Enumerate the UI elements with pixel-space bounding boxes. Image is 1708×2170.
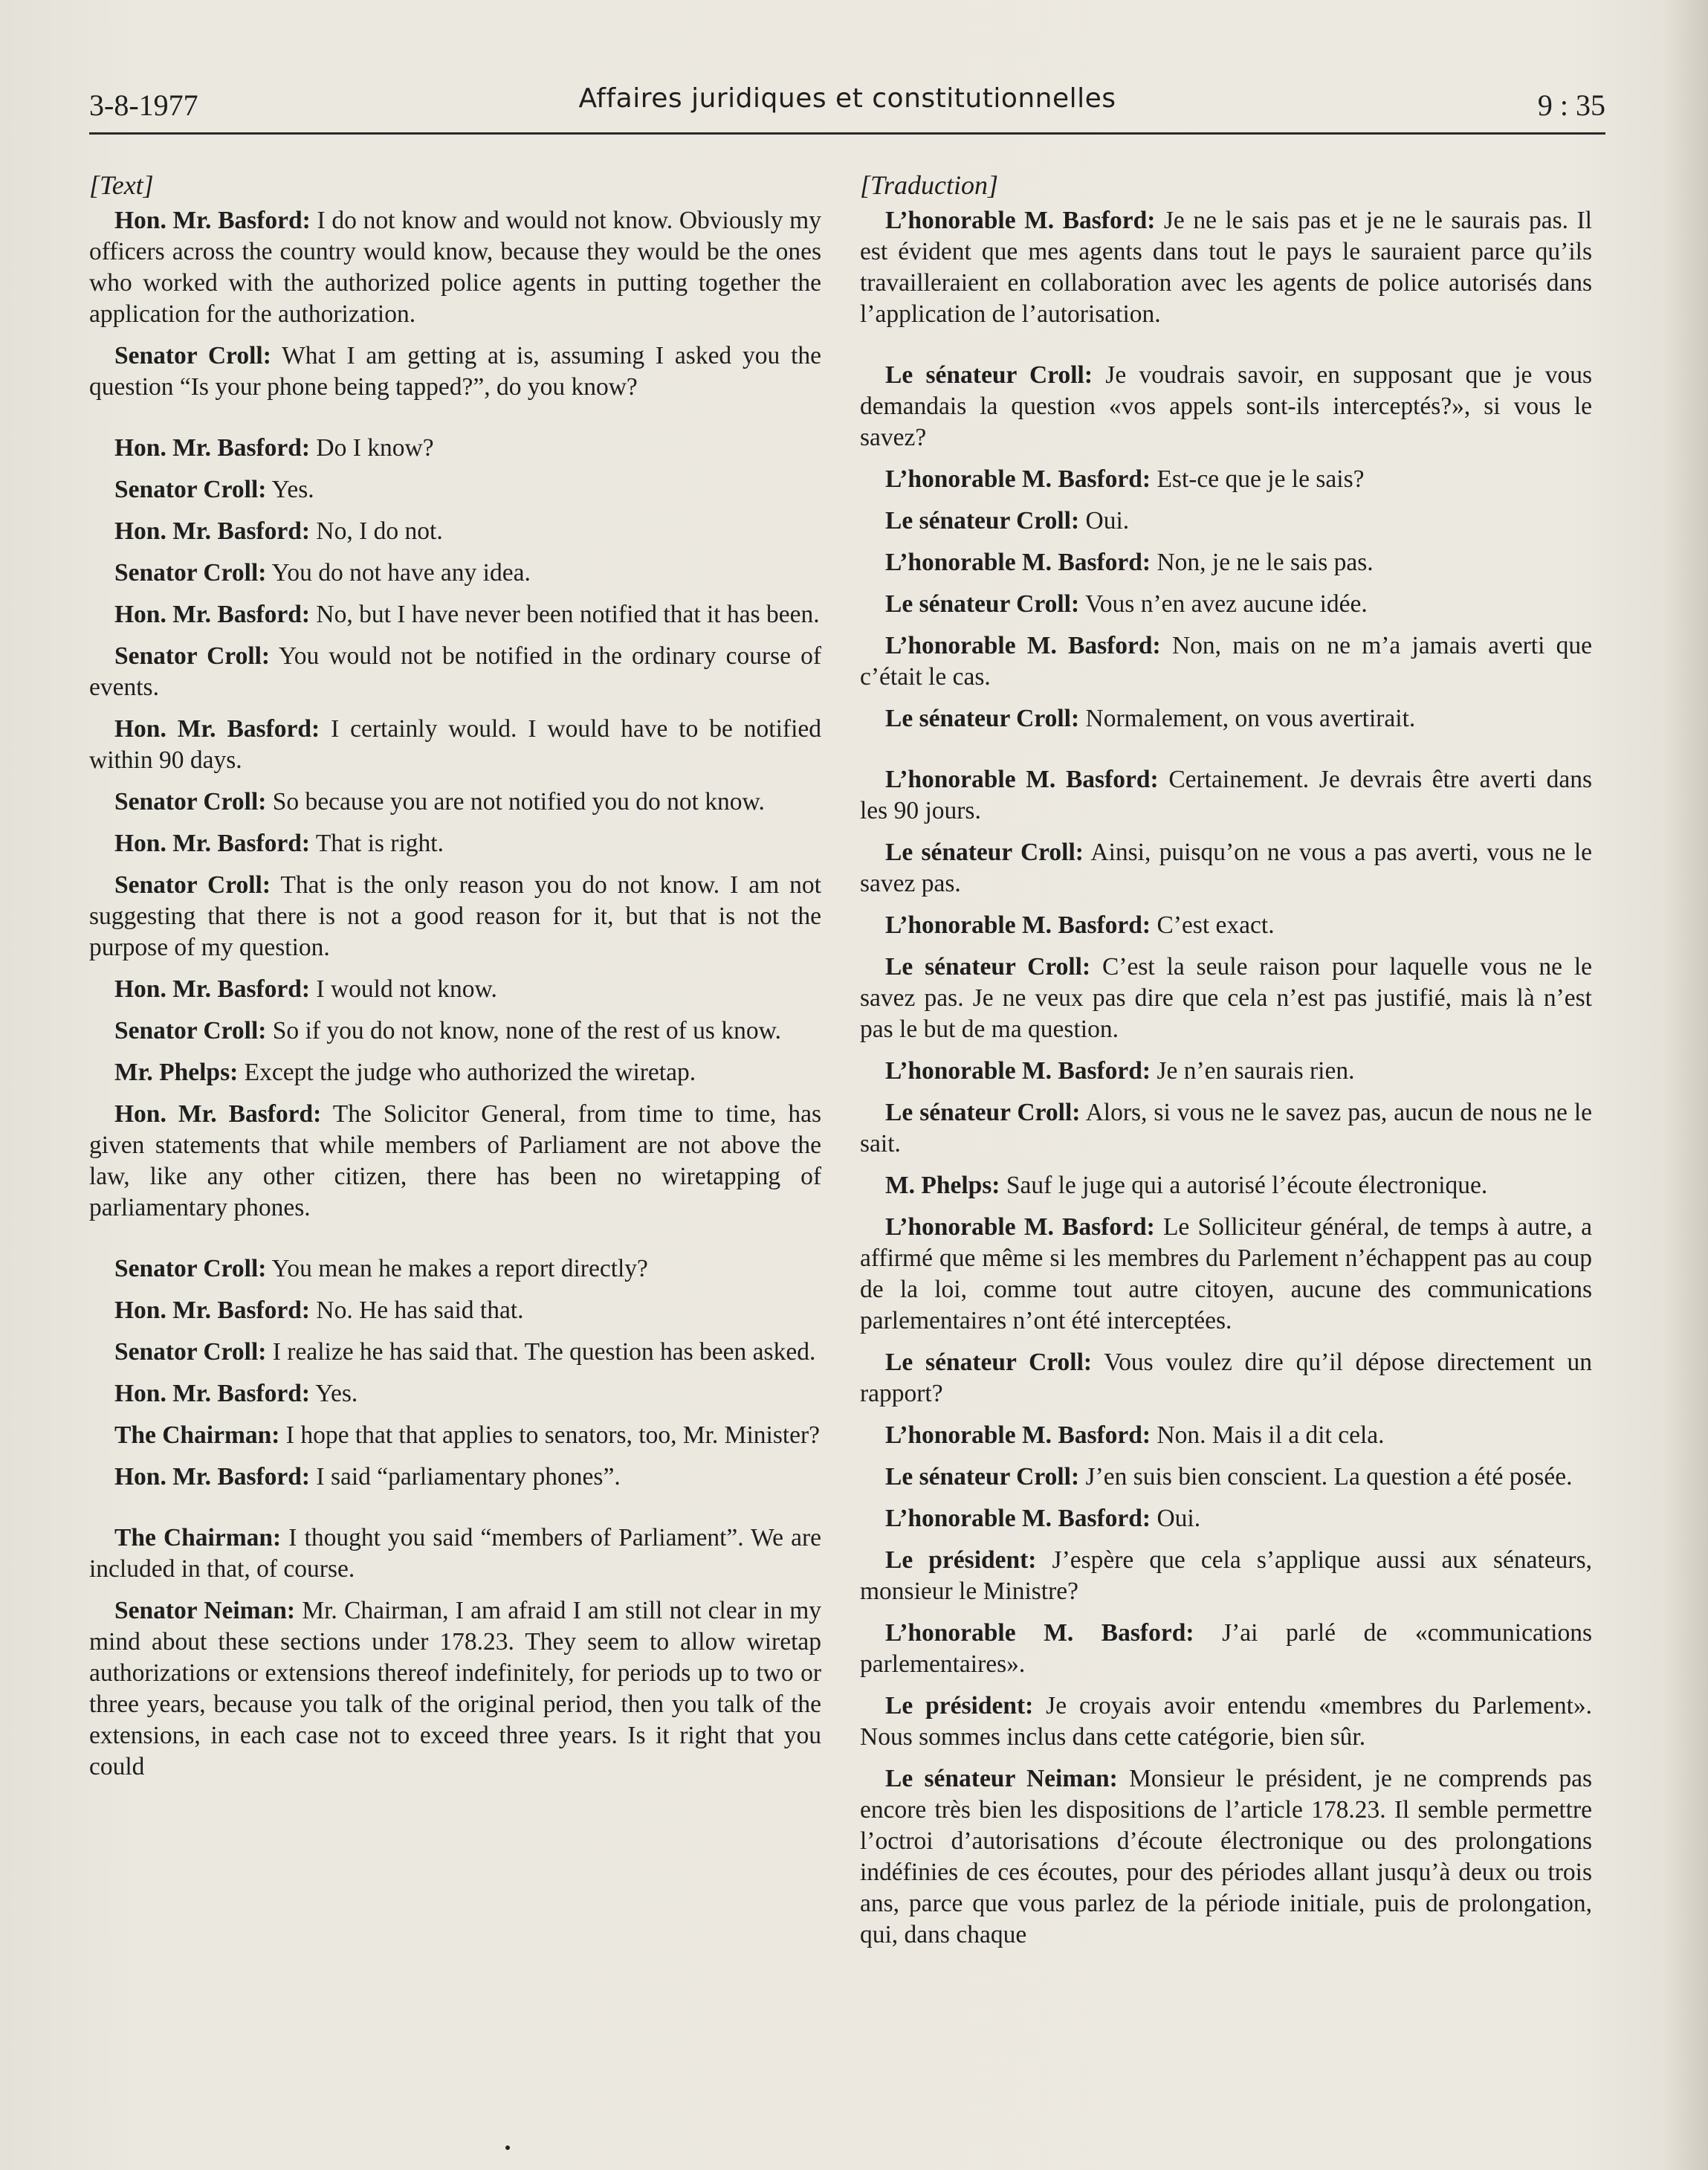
speech-paragraph — [860, 910, 1592, 941]
speaker-name: Le sénateur Croll: — [885, 1099, 1081, 1126]
speaker-name: L’honorable M. Basford: — [885, 1505, 1151, 1532]
header-page-number: 9 : 35 — [1537, 88, 1605, 122]
speech-text: C’est exact. — [1157, 911, 1275, 939]
speech-paragraph — [860, 1462, 1592, 1493]
speech-paragraph — [89, 205, 821, 330]
speaker-name: L’honorable M. Basford: — [885, 465, 1151, 493]
speech-paragraph — [860, 360, 1592, 453]
speech-paragraph — [89, 1015, 821, 1047]
speech-text: Monsieur le président, je ne comprends pas encore très bien les dispositions de l’article 178.23. Il semble permettre l’octroi d’autorisations d’écoute électronique ou des prolongations indéfinies de ces écoutes, pour des périodes allant jusqu’à deux ou trois ans, parce que vous parlez de la période initiale, puis de prolongation, qui, dans chaque — [860, 1765, 1593, 1948]
speaker-name: Hon. Mr. Basford: — [114, 207, 311, 234]
speech-paragraph — [860, 1097, 1592, 1160]
speech-paragraph — [89, 340, 821, 403]
speaker-name: Senator Croll: — [114, 788, 267, 816]
speaker-name: Le sénateur Croll: — [885, 507, 1080, 535]
speech-text: Je voudrais savoir, en supposant que je vous demandais la question «vos appels sont-ils interceptés?», si vous le savez? — [860, 361, 1592, 451]
french-column — [860, 169, 1592, 1961]
speech-paragraph — [860, 1618, 1592, 1680]
speech-text: Normalement, on vous avertirait. — [1085, 705, 1416, 732]
speech-text: Yes. — [271, 476, 314, 503]
speaker-name: Senator Croll: — [114, 1255, 267, 1282]
speech-paragraph — [860, 1545, 1592, 1607]
speaker-name: Le sénateur Croll: — [885, 705, 1080, 732]
speech-text: Do I know? — [316, 434, 434, 462]
speech-paragraph — [860, 1212, 1592, 1337]
speaker-name: Senator Croll: — [114, 559, 267, 587]
speech-paragraph — [860, 764, 1592, 827]
speaker-name: L’honorable M. Basford: — [885, 632, 1161, 659]
speaker-name: Le sénateur Neiman: — [885, 1765, 1118, 1792]
speaker-name: L’honorable M. Basford: — [885, 766, 1159, 793]
speech-paragraph — [89, 787, 821, 818]
speaker-name: Senator Neiman: — [114, 1597, 296, 1624]
speaker-name: L’honorable M. Basford: — [885, 1213, 1155, 1241]
page-edge-shadow — [1663, 0, 1708, 2170]
speech-paragraph — [89, 714, 821, 776]
speech-text: J’en suis bien conscient. La question a été posée. — [1085, 1463, 1573, 1491]
speech-text: I do not know and would not know. Obviously my officers across the country would know, because they would be the ones who worked with the authorized police agents in putting together the application for the authorization. — [89, 207, 821, 328]
speaker-name: Hon. Mr. Basford: — [114, 517, 311, 545]
speaker-name: L’honorable M. Basford: — [885, 207, 1156, 234]
speech-text: C’est la seule raison pour laquelle vous ne le savez pas. Je ne veux pas dire que cela n’est pas justifié, mais là n’est pas le but de ma question. — [860, 953, 1593, 1043]
speech-paragraph — [89, 474, 821, 506]
speech-text: Except the judge who authorized the wiretap. — [244, 1059, 696, 1086]
speech-text: You do not have any idea. — [271, 559, 531, 587]
speech-text: Non. Mais il a dit cela. — [1157, 1421, 1385, 1449]
speech-paragraph — [89, 1378, 821, 1409]
speaker-name: Le sénateur Croll: — [885, 839, 1084, 866]
speech-text: Je ne le sais pas et je ne le saurais pas. Il est évident que mes agents dans tout le pays le sauraient parce qu’ils travailleraient en collaboration avec les agents de police autorisés dans l’application de l’autorisation. — [860, 207, 1592, 328]
speech-text: Vous voulez dire qu’il dépose directement un rapport? — [860, 1349, 1592, 1407]
speaker-name: Hon. Mr. Basford: — [114, 1100, 322, 1128]
speech-paragraph — [860, 703, 1592, 734]
speaker-name: Hon. Mr. Basford: — [114, 434, 311, 462]
speaker-name: Hon. Mr. Basford: — [114, 1463, 311, 1491]
speech-text: Vous n’en avez aucune idée. — [1084, 590, 1368, 618]
speaker-name: M. Phelps: — [885, 1172, 1000, 1199]
speech-paragraph — [89, 1099, 821, 1224]
speaker-name: L’honorable M. Basford: — [885, 1421, 1151, 1449]
speaker-name: Le président: — [885, 1692, 1034, 1719]
speech-paragraph — [860, 1056, 1592, 1087]
speech-text: Yes. — [315, 1380, 358, 1407]
speech-text: I would not know. — [316, 975, 497, 1003]
speaker-name: Senator Croll: — [114, 1017, 267, 1044]
speech-text: That is right. — [315, 830, 444, 857]
speaker-name: Le président: — [885, 1546, 1037, 1574]
speech-paragraph — [89, 1462, 821, 1493]
speaker-name: Senator Croll: — [114, 642, 271, 670]
speech-paragraph — [860, 1763, 1592, 1951]
speaker-name: Le sénateur Croll: — [885, 361, 1093, 389]
speaker-name: Hon. Mr. Basford: — [114, 715, 320, 743]
speech-text: I thought you said “members of Parliament”. We are included in that, of course. — [89, 1524, 821, 1583]
speech-text: I certainly would. I would have to be notified within 90 days. — [89, 715, 822, 774]
page-header — [89, 80, 1605, 135]
speaker-name: Le sénateur Croll: — [885, 1463, 1080, 1491]
speech-paragraph — [860, 506, 1592, 537]
speech-text: No. He has said that. — [316, 1296, 524, 1324]
speech-text: Ainsi, puisqu’on ne vous a pas averti, vous ne le savez pas. — [860, 839, 1592, 897]
speech-paragraph — [860, 630, 1592, 693]
speech-text: Je n’en saurais rien. — [1157, 1057, 1355, 1085]
speech-text: What I am getting at is, assuming I asked you the question “Is your phone being tapped?”, do you know? — [89, 342, 821, 401]
speaker-name: Le sénateur Croll: — [885, 590, 1080, 618]
speaker-name: Hon. Mr. Basford: — [114, 830, 311, 857]
speech-paragraph — [860, 1347, 1592, 1409]
speech-text: Le Solliciteur général, de temps à autre, a affirmé que même si les membres du Parlement n’échappent pas au coup de la loi, comme tout autre citoyen, aucune des communications parlementaires n’ont été interceptées. — [860, 1213, 1592, 1334]
speaker-name: L’honorable M. Basford: — [885, 1619, 1194, 1647]
speaker-name: Hon. Mr. Basford: — [114, 975, 311, 1003]
speech-text: I realize he has said that. The question has been asked. — [272, 1338, 816, 1366]
speech-paragraph — [89, 1420, 821, 1451]
speech-text: No, I do not. — [316, 517, 443, 545]
speaker-name: L’honorable M. Basford: — [885, 549, 1151, 576]
speech-paragraph — [89, 870, 821, 963]
speech-paragraph — [89, 974, 821, 1005]
speech-text: Alors, si vous ne le savez pas, aucun de nous ne le sait. — [860, 1099, 1593, 1157]
speech-text: So if you do not know, none of the rest of us know. — [272, 1017, 781, 1044]
speaker-name: L’honorable M. Basford: — [885, 1057, 1151, 1085]
speech-paragraph — [89, 1522, 821, 1585]
speech-paragraph — [860, 205, 1592, 330]
header-title: Affaires juridiques et constitutionnelles — [578, 83, 1116, 114]
speech-text: J’espère que cela s’applique aussi aux sénateurs, monsieur le Ministre? — [860, 1546, 1592, 1605]
speech-paragraph — [860, 1170, 1592, 1201]
speech-text: Est-ce que je le sais? — [1157, 465, 1365, 493]
speaker-name: Senator Croll: — [114, 476, 267, 503]
speech-paragraph — [860, 1420, 1592, 1451]
header-date: 3-8-1977 — [89, 88, 198, 122]
speech-paragraph — [860, 589, 1592, 620]
speech-paragraph — [860, 837, 1592, 900]
speech-text: The Solicitor General, from time to time, has given statements that while members of Parliament are not above the law, like any other citizen, there has been no wiretapping of parliamentary phones. — [89, 1100, 821, 1221]
speaker-name: Hon. Mr. Basford: — [114, 1380, 311, 1407]
speech-text: Mr. Chairman, I am afraid I am still not clear in my mind about these sections under 178.23. They seem to allow wiretap authorizations or extensions thereof indefinitely, for periods up to two or three years, because you talk of the original period, then you talk of the extensions, in each case not to exceed three years. Is it right that you could — [89, 1597, 821, 1780]
speaker-name: Le sénateur Croll: — [885, 1349, 1093, 1376]
speech-text: I hope that that applies to senators, too, Mr. Minister? — [285, 1421, 821, 1449]
speech-paragraph — [89, 516, 821, 547]
speaker-name: Hon. Mr. Basford: — [114, 601, 311, 628]
speech-paragraph — [860, 952, 1592, 1045]
speech-text: So because you are not notified you do not know. — [272, 788, 765, 816]
speaker-name: The Chairman: — [114, 1524, 282, 1551]
speech-paragraph — [89, 1295, 821, 1326]
speech-paragraph — [860, 1503, 1592, 1534]
speech-paragraph — [860, 464, 1592, 495]
language-label: [Traduction] — [860, 170, 999, 200]
speech-text: Sauf le juge qui a autorisé l’écoute électronique. — [1006, 1172, 1488, 1199]
speaker-name: Le sénateur Croll: — [885, 953, 1091, 981]
speaker-name: Senator Croll: — [114, 1338, 267, 1366]
speech-paragraph — [89, 1057, 821, 1088]
speech-paragraph — [89, 1337, 821, 1368]
speaker-name: Senator Croll: — [114, 342, 271, 369]
speaker-name: Mr. Phelps: — [114, 1059, 239, 1086]
speech-paragraph — [89, 558, 821, 589]
speech-text: No, but I have never been notified that it has been. — [316, 601, 820, 628]
language-label: [Text] — [89, 170, 154, 200]
speech-text: Non, je ne le sais pas. — [1157, 549, 1374, 576]
speech-paragraph — [89, 641, 821, 703]
speech-text: I said “parliamentary phones”. — [316, 1463, 621, 1491]
speaker-name: L’honorable M. Basford: — [885, 911, 1151, 939]
speech-paragraph — [89, 599, 821, 630]
speech-text: That is the only reason you do not know. I am not suggesting that there is not a good reason for it, but that is not the purpose of my question. — [89, 871, 821, 961]
ink-speck — [505, 2145, 510, 2150]
speech-text: Non, mais on ne m’a jamais averti que c’était le cas. — [860, 632, 1592, 691]
speech-text: Je croyais avoir entendu «membres du Parlement». Nous sommes inclus dans cette catégorie, bien sûr. — [860, 1692, 1592, 1751]
speaker-name: Senator Croll: — [114, 871, 271, 899]
speech-text: Oui. — [1157, 1505, 1201, 1532]
speech-paragraph — [89, 1253, 821, 1285]
english-column — [89, 169, 821, 1793]
speaker-name: Hon. Mr. Basford: — [114, 1296, 311, 1324]
speech-text: Certainement. Je devrais être averti dans les 90 jours. — [860, 766, 1592, 824]
speech-text: Oui. — [1085, 507, 1130, 535]
speech-paragraph — [89, 433, 821, 464]
speech-paragraph — [89, 828, 821, 859]
speech-text: You mean he makes a report directly? — [271, 1255, 648, 1282]
speaker-name: The Chairman: — [114, 1421, 280, 1449]
speech-text: You would not be notified in the ordinary course of events. — [89, 642, 821, 701]
speech-text: J’ai parlé de «communications parlementaires». — [860, 1619, 1592, 1678]
speech-paragraph — [89, 1595, 821, 1783]
speech-paragraph — [860, 1691, 1592, 1753]
speech-paragraph — [860, 547, 1592, 578]
